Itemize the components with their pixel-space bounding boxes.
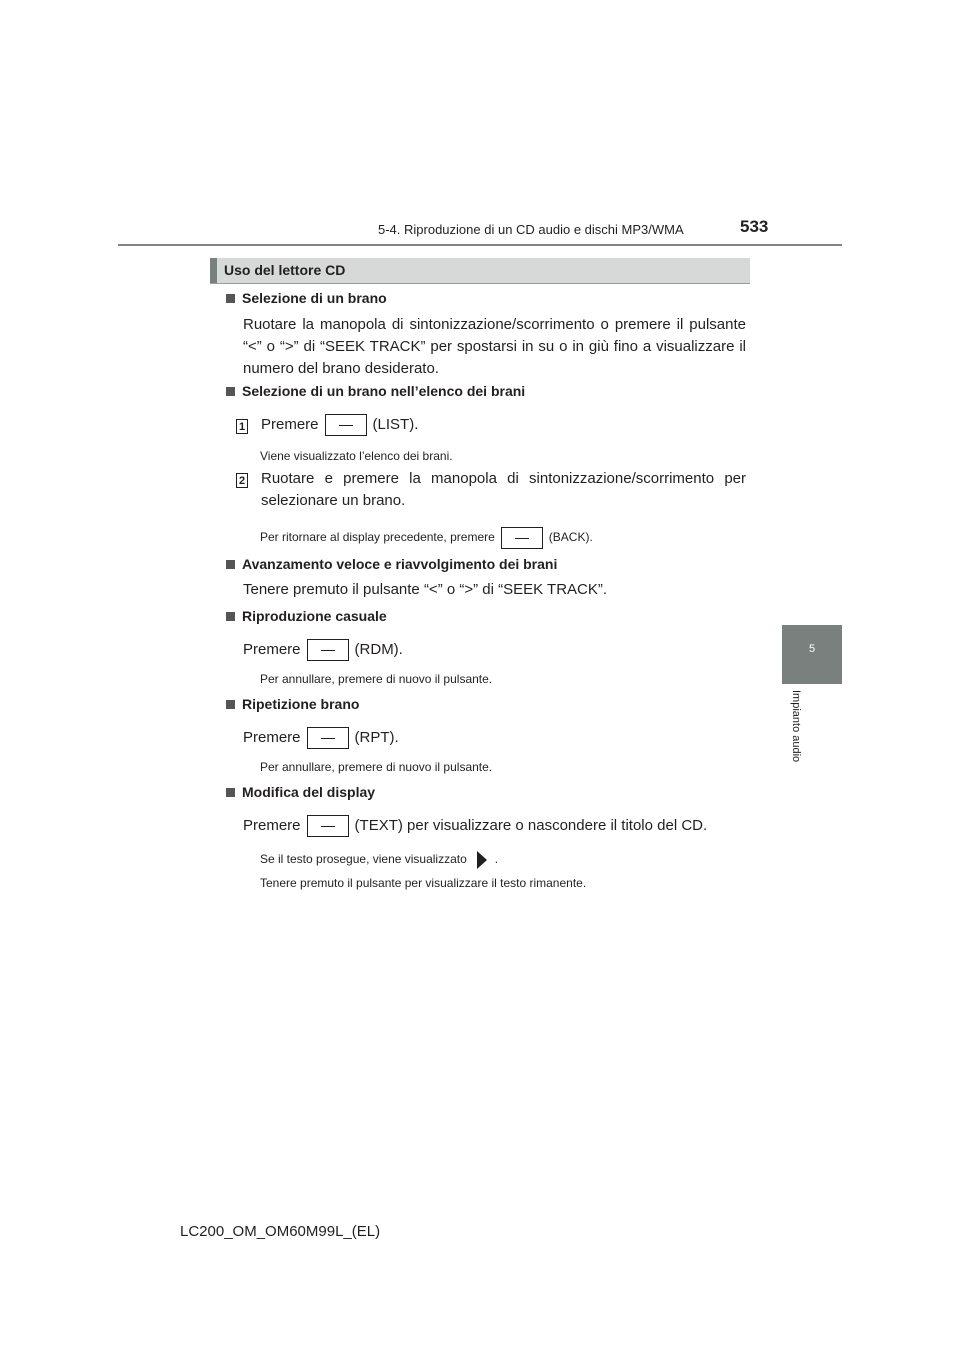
note-display-1: Se il testo prosegue, viene visualizzato .	[260, 851, 498, 869]
bullet-square-icon	[226, 788, 235, 797]
paragraph-display: Premere (TEXT) per visualizzare o nascondere il titolo del CD.	[243, 815, 746, 837]
section-header	[210, 258, 750, 284]
text-button-icon	[307, 815, 349, 837]
step-1-note: Viene visualizzato l’elenco dei brani.	[260, 449, 453, 463]
step-2-note: Per ritornare al display precedente, premere (BACK).	[260, 527, 593, 549]
heading-fast-forward: Avanzamento veloce e riavvolgimento dei brani	[226, 556, 557, 572]
bullet-square-icon	[226, 612, 235, 621]
bullet-square-icon	[226, 294, 235, 303]
chapter-tab-number: 5	[808, 643, 816, 655]
paragraph-select-track: Ruotare la manopola di sintonizzazione/scorrimento o premere il pulsante “<” o “>” di “SEEK TRACK” per spostarsi in su o in giù fino a visualizzare il numero del brano desiderato.	[243, 316, 746, 377]
step-2-text: Ruotare e premere la manopola di sintonizzazione/scorrimento per selezionare un brano.	[261, 470, 746, 509]
continue-arrow-icon	[477, 851, 487, 869]
paragraph-random: Premere (RDM).	[243, 639, 746, 661]
section-bar	[210, 258, 217, 283]
bullet-square-icon	[226, 387, 235, 396]
page-number: 533	[740, 217, 769, 236]
bullet-square-icon	[226, 560, 235, 569]
heading-display: Modifica del display	[226, 784, 375, 800]
section-title: Uso del lettore CD	[224, 262, 346, 278]
bullet-square-icon	[226, 700, 235, 709]
heading-track-list: Selezione di un brano nell’elenco dei brani	[226, 383, 525, 399]
heading-random: Riproduzione casuale	[226, 608, 387, 624]
chapter-tab-label: Impianto audio	[790, 690, 802, 763]
step-1-text: Premere (LIST).	[261, 414, 741, 436]
back-button-icon	[501, 527, 543, 549]
note-random: Per annullare, premere di nuovo il pulsante.	[260, 672, 493, 686]
heading-select-track: Selezione di un brano	[226, 290, 387, 306]
footer-code: LC200_OM_OM60M99L_(EL)	[180, 1223, 381, 1240]
step-number-1: 1	[236, 419, 248, 434]
step-number-2: 2	[236, 473, 248, 488]
rdm-button-icon	[307, 639, 349, 661]
note-repeat: Per annullare, premere di nuovo il pulsante.	[260, 760, 493, 774]
chapter-tab	[782, 625, 842, 684]
header-divider	[118, 244, 842, 246]
paragraph-fast-forward: Tenere premuto il pulsante “<” o “>” di “SEEK TRACK”.	[243, 581, 608, 598]
paragraph-repeat: Premere (RPT).	[243, 727, 746, 749]
note-display-2: Tenere premuto il pulsante per visualizzare il testo rimanente.	[260, 876, 587, 890]
chapter-header: 5-4. Riproduzione di un CD audio e dischi MP3/WMA	[378, 222, 684, 237]
heading-repeat: Ripetizione brano	[226, 696, 359, 712]
rpt-button-icon	[307, 727, 349, 749]
list-button-icon	[325, 414, 367, 436]
